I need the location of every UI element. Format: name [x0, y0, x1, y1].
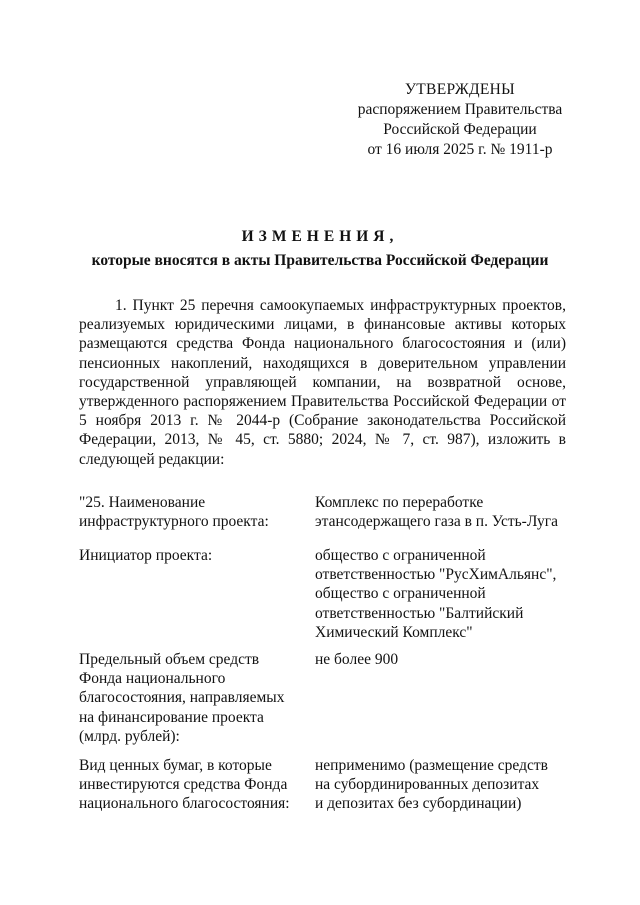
- approval-line-2: Российской Федерации: [383, 121, 537, 138]
- row-value: Комплекс по переработке этансодержащего газа в п. Усть-Луга: [315, 494, 558, 531]
- approval-line-1: распоряжением Правительства: [357, 101, 563, 118]
- row-value: неприменимо (размещение средств на субординированных депозитах и депозитах без субординации): [315, 757, 548, 813]
- row-label: Инициатор проекта:: [79, 547, 213, 564]
- document-subtitle: которые вносятся в акты Правительства Российской Федерации: [91, 252, 549, 269]
- row-label: Предельный объем средств Фонда национального благосостояния, направляемых на финансирование проекта (млрд. рублей):: [79, 651, 285, 745]
- row-value: общество с ограниченной ответственностью "РусХимАльянс", общество с ограниченной ответственностью "Балтийский Химический Комплекс": [315, 547, 557, 641]
- row-label: "25. Наименование инфраструктурного проекта:: [79, 494, 269, 531]
- row-value: не более 900: [315, 651, 399, 668]
- approval-line-3: от 16 июля 2025 г. № 1911-р: [367, 141, 553, 158]
- approval-block: [340, 80, 580, 160]
- document-title: ИЗМЕНЕНИЯ,: [241, 228, 399, 245]
- paragraph-1: 1. Пункт 25 перечня самоокупаемых инфраструктурных проектов, реализуемых юридическими лицами, в финансовые активы которых размещаются средства Фонда национального благосостояния и (или) пенсионных накоплений, находящихся в доверительном управлении государственной управляющей компании, на возвратной основе, утвержденного распоряжением Правительства Российской Федерации от 5 ноября 2013 г. № 2044-р (Собрание законодательства Российской Федерации, 2013, № 45, ст. 5880; 2024, № 7, ст. 987), изложить в следующей редакции:: [79, 297, 566, 468]
- approval-heading: УТВЕРЖДЕНЫ: [405, 81, 515, 98]
- row-label: Вид ценных бумаг, в которые инвестируются средства Фонда национального благосостояния:: [79, 757, 290, 813]
